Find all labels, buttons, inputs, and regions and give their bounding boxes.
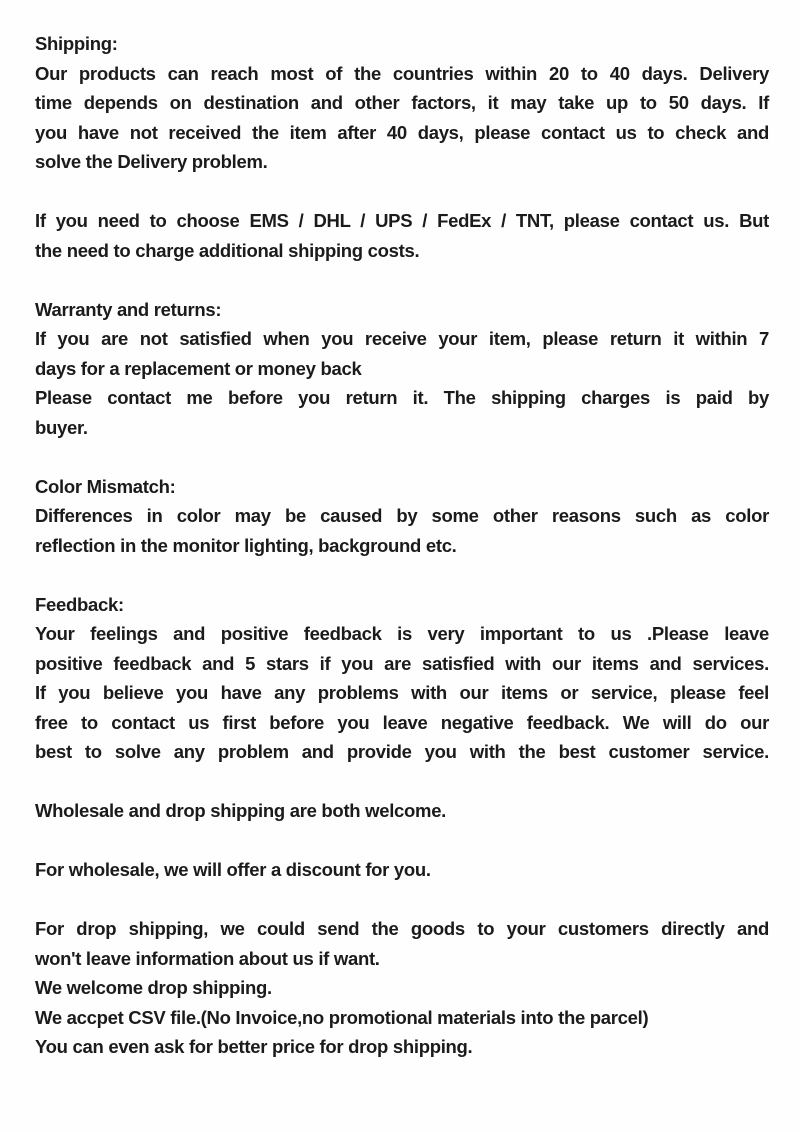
express-couriers-note [35,206,769,265]
paragraph-line: Wholesale and drop shipping are both welcome. [35,800,447,821]
paragraph-line: For wholesale, we will offer a discount for you. [35,859,431,880]
paragraph-line: free to contact us first before you leave negative feedback. We will do our [35,711,769,733]
shipping-section [35,29,769,177]
section-heading: Shipping: [35,33,118,54]
paragraph-line: We accpet CSV file.(No Invoice,no promotional materials into the parcel) [35,1006,649,1028]
paragraph-line: days for a replacement or money back [35,357,362,379]
paragraph-line: the need to charge additional shipping costs. [35,239,420,261]
paragraph-line: If you are not satisfied when you receive your item, please return it within 7 [35,328,769,349]
paragraph-line: Your feelings and positive feedback is very important to us .Please leave [35,623,769,644]
section-heading: Warranty and returns: [35,298,222,320]
paragraph-line: Differences in color may be caused by some other reasons such as color [35,505,769,526]
paragraph-line: solve the Delivery problem. [35,151,268,172]
paragraph-line: reflection in the monitor lighting, background etc. [35,534,457,556]
paragraph-line: If you need to choose EMS / DHL / UPS / FedEx / TNT, please contact us. But [35,210,769,231]
wholesale-dropshipping-welcome-note [35,796,769,826]
drop-shipping-section [35,914,769,1062]
paragraph-line: Our products can reach most of the countries within 20 to 40 days. Delivery [35,62,769,84]
feedback-section [35,590,769,767]
paragraph-line: buyer. [35,416,88,438]
color-mismatch-section [35,472,769,561]
paragraph-line: won't leave information about us if want. [35,947,380,969]
paragraph-line: time depends on destination and other factors, it may take up to 50 days. If [35,92,769,113]
section-heading: Color Mismatch: [35,475,176,497]
warranty-returns-section [35,295,769,443]
paragraph-line: Please contact me before you return it. The shipping charges is paid by [35,387,769,408]
paragraph-line: best to solve any problem and provide you with the best customer service. [35,741,769,762]
paragraph-line: If you believe you have any problems with our items or service, please feel [35,682,769,703]
paragraph-line: You can even ask for better price for drop shipping. [35,1036,473,1057]
document-body [35,29,769,1062]
paragraph-line: you have not received the item after 40 days, please contact us to check and [35,121,769,143]
paragraph-line: positive feedback and 5 stars if you are satisfied with our items and services. [35,652,769,674]
section-heading: Feedback: [35,593,124,615]
paragraph-line: We welcome drop shipping. [35,977,272,998]
wholesale-discount-note [35,855,769,885]
paragraph-line: For drop shipping, we could send the goods to your customers directly and [35,918,769,939]
